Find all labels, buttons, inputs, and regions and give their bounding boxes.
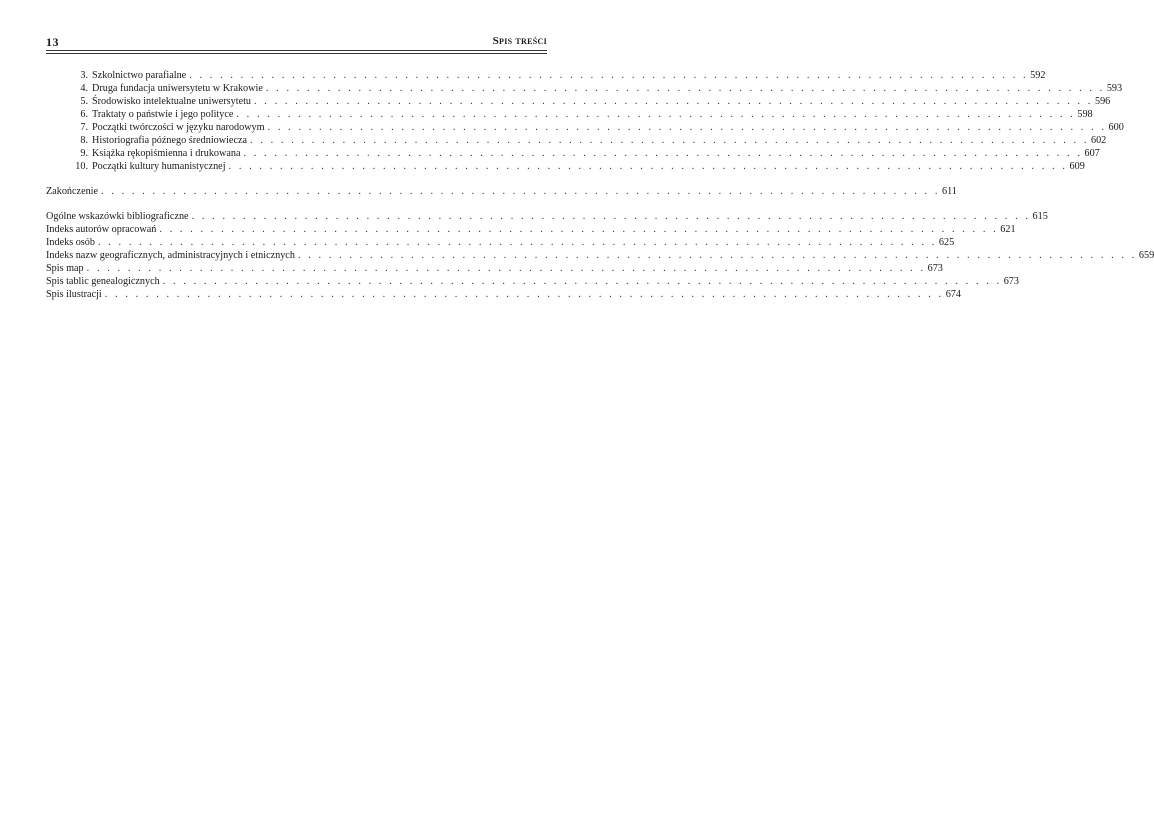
entry-title: Początki kultury humanistycznej (92, 161, 226, 172)
toc-entry (46, 237, 955, 250)
entry-page: 673 (1003, 276, 1019, 287)
entry-page: 602 (1090, 135, 1107, 146)
entry-title: Indeks nazw geograficznych, administracyjnych i etnicznych (46, 250, 295, 261)
header-rule (46, 50, 547, 51)
toc-entry (46, 148, 1100, 161)
entry-page: 609 (1069, 161, 1085, 172)
entry-title: Początki twórczości w języku narodowym (92, 122, 265, 133)
running-title: Spis treści (492, 35, 547, 47)
toc-entry (46, 135, 1107, 148)
dot-leader: . . . . . . . . . . . . . . . . . . . . . . . . . . . . . . . . . . . . . . . . . . . . . . . . . . . . . . . . . . . . . . . . . . . . . . . . . . . . . . . . . . (267, 122, 1107, 133)
entry-title: Druga fundacja uniwersytetu w Krakowie (92, 83, 263, 94)
entry-title: Traktaty o państwie i jego polityce (92, 109, 234, 120)
toc-entry (46, 122, 1124, 135)
dot-leader: . . . . . . . . . . . . . . . . . . . . . . . . . . . . . . . . . . . . . . . . . . . . . . . . . . . . . . . . . . . . . . . . . . . . . . . . . . . . . . . . . . (104, 289, 944, 300)
entry-title: Szkolnictwo parafialne (92, 70, 187, 81)
dot-leader: . . . . . . . . . . . . . . . . . . . . . . . . . . . . . . . . . . . . . . . . . . . . . . . . . . . . . . . . . . . . . . . . . . . . . . . . . . . . . . . . . . (86, 263, 926, 274)
dot-leader: . . . . . . . . . . . . . . . . . . . . . . . . . . . . . . . . . . . . . . . . . . . . . . . . . . . . . . . . . . . . . . . . . . . . . . . . . . . . . . . . . . (191, 211, 1031, 222)
entry-number: 9. (80, 148, 88, 159)
entry-page: 674 (945, 289, 961, 300)
entry-number: 8. (80, 135, 88, 146)
toc-entry-conclusion (46, 186, 957, 199)
entry-title: Historiografia późnego średniowiecza (92, 135, 248, 146)
dot-leader: . . . . . . . . . . . . . . . . . . . . . . . . . . . . . . . . . . . . . . . . . . . . . . . . . . . . . . . . . . . . . . . . . . . . . . . . . . . . . . . . . . (236, 109, 1076, 120)
toc-entry (46, 263, 943, 276)
toc-entry (46, 211, 1048, 224)
entry-title: Ogólne wskazówki bibliograficzne (46, 211, 189, 222)
entry-page: 615 (1032, 211, 1048, 222)
entry-page: 596 (1094, 96, 1111, 107)
entry-title: Indeks osób (46, 237, 95, 248)
page-number: 13 (46, 35, 59, 49)
entry-number: 10. (75, 161, 88, 172)
entry-number: 7. (80, 122, 88, 133)
toc-entry (46, 224, 1016, 237)
entry-page: 593 (1106, 83, 1123, 94)
toc-entry (46, 289, 961, 302)
toc-entry (46, 83, 1123, 96)
entry-page: 598 (1077, 109, 1093, 120)
dot-leader: . . . . . . . . . . . . . . . . . . . . . . . . . . . . . . . . . . . . . . . . . . . . . . . . . . . . . . . . . . . . . . . . . . . . . . . . . . . . . . . . . . (250, 135, 1089, 146)
entry-number: 5. (80, 96, 88, 107)
entry-number: 3. (80, 70, 88, 81)
entry-title: Indeks autorów opracowań (46, 224, 157, 235)
entry-page: 600 (1108, 122, 1124, 133)
toc-entry (46, 250, 1154, 263)
entry-number: 6. (80, 109, 88, 120)
entry-title: Spis ilustracji (46, 289, 102, 300)
dot-leader: . . . . . . . . . . . . . . . . . . . . . . . . . . . . . . . . . . . . . . . . . . . . . . . . . . . . . . . . . . . . . . . . . . . . . . . . . . . . . . . . . . (265, 83, 1105, 94)
entry-title: Spis tablic genealogicznych (46, 276, 160, 287)
entry-title: Książka rękopiśmienna i drukowana (92, 148, 241, 159)
toc-entry (46, 161, 1085, 174)
entry-title: Środowisko intelektualne uniwersytetu (92, 96, 252, 107)
dot-leader: . . . . . . . . . . . . . . . . . . . . . . . . . . . . . . . . . . . . . . . . . . . . . . . . . . . . . . . . . . . . . . . . . . . . . . . . . . . . . . . . . . (162, 276, 1002, 287)
entry-page: 607 (1084, 148, 1100, 159)
dot-leader: . . . . . . . . . . . . . . . . . . . . . . . . . . . . . . . . . . . . . . . . . . . . . . . . . . . . . . . . . . . . . . . . . . . . . . . . . . . . . . . . . . (243, 148, 1083, 159)
entry-number: 4. (80, 83, 88, 94)
entry-page: 621 (1000, 224, 1016, 235)
running-header (46, 35, 547, 51)
entry-page: 625 (938, 237, 955, 248)
dot-leader: . . . . . . . . . . . . . . . . . . . . . . . . . . . . . . . . . . . . . . . . . . . . . . . . . . . . . . . . . . . . . . . . . . . . . . . . . . . . . . . . . . (189, 70, 1029, 81)
toc-entry (46, 70, 1046, 83)
dot-leader: . . . . . . . . . . . . . . . . . . . . . . . . . . . . . . . . . . . . . . . . . . . . . . . . . . . . . . . . . . . . . . . . . . . . . . . . . . . . . . . . . . (101, 186, 940, 197)
dot-leader: . . . . . . . . . . . . . . . . . . . . . . . . . . . . . . . . . . . . . . . . . . . . . . . . . . . . . . . . . . . . . . . . . . . . . . . . . . . . . . . . . . (228, 161, 1068, 172)
toc-entry (46, 109, 1093, 122)
dot-leader: . . . . . . . . . . . . . . . . . . . . . . . . . . . . . . . . . . . . . . . . . . . . . . . . . . . . . . . . . . . . . . . . . . . . . . . . . . . . . . . . . . (97, 237, 937, 248)
dot-leader: . . . . . . . . . . . . . . . . . . . . . . . . . . . . . . . . . . . . . . . . . . . . . . . . . . . . . . . . . . . . . . . . . . . . . . . . . . . . . . . . . . (159, 224, 999, 235)
entry-page: 659 (1138, 250, 1154, 261)
dot-leader: . . . . . . . . . . . . . . . . . . . . . . . . . . . . . . . . . . . . . . . . . . . . . . . . . . . . . . . . . . . . . . . . . . . . . . . . . . . . . . . . . . (297, 250, 1137, 261)
toc-entry (46, 276, 1019, 289)
toc-entry (46, 96, 1111, 109)
entry-page: 611 (942, 186, 957, 197)
dot-leader: . . . . . . . . . . . . . . . . . . . . . . . . . . . . . . . . . . . . . . . . . . . . . . . . . . . . . . . . . . . . . . . . . . . . . . . . . . . . . . . . . . (254, 96, 1093, 107)
entry-page: 673 (927, 263, 943, 274)
entry-page: 592 (1030, 70, 1046, 81)
entry-title: Spis map (46, 263, 84, 274)
entry-title: Zakończenie (46, 186, 99, 197)
header-rule (46, 53, 547, 54)
